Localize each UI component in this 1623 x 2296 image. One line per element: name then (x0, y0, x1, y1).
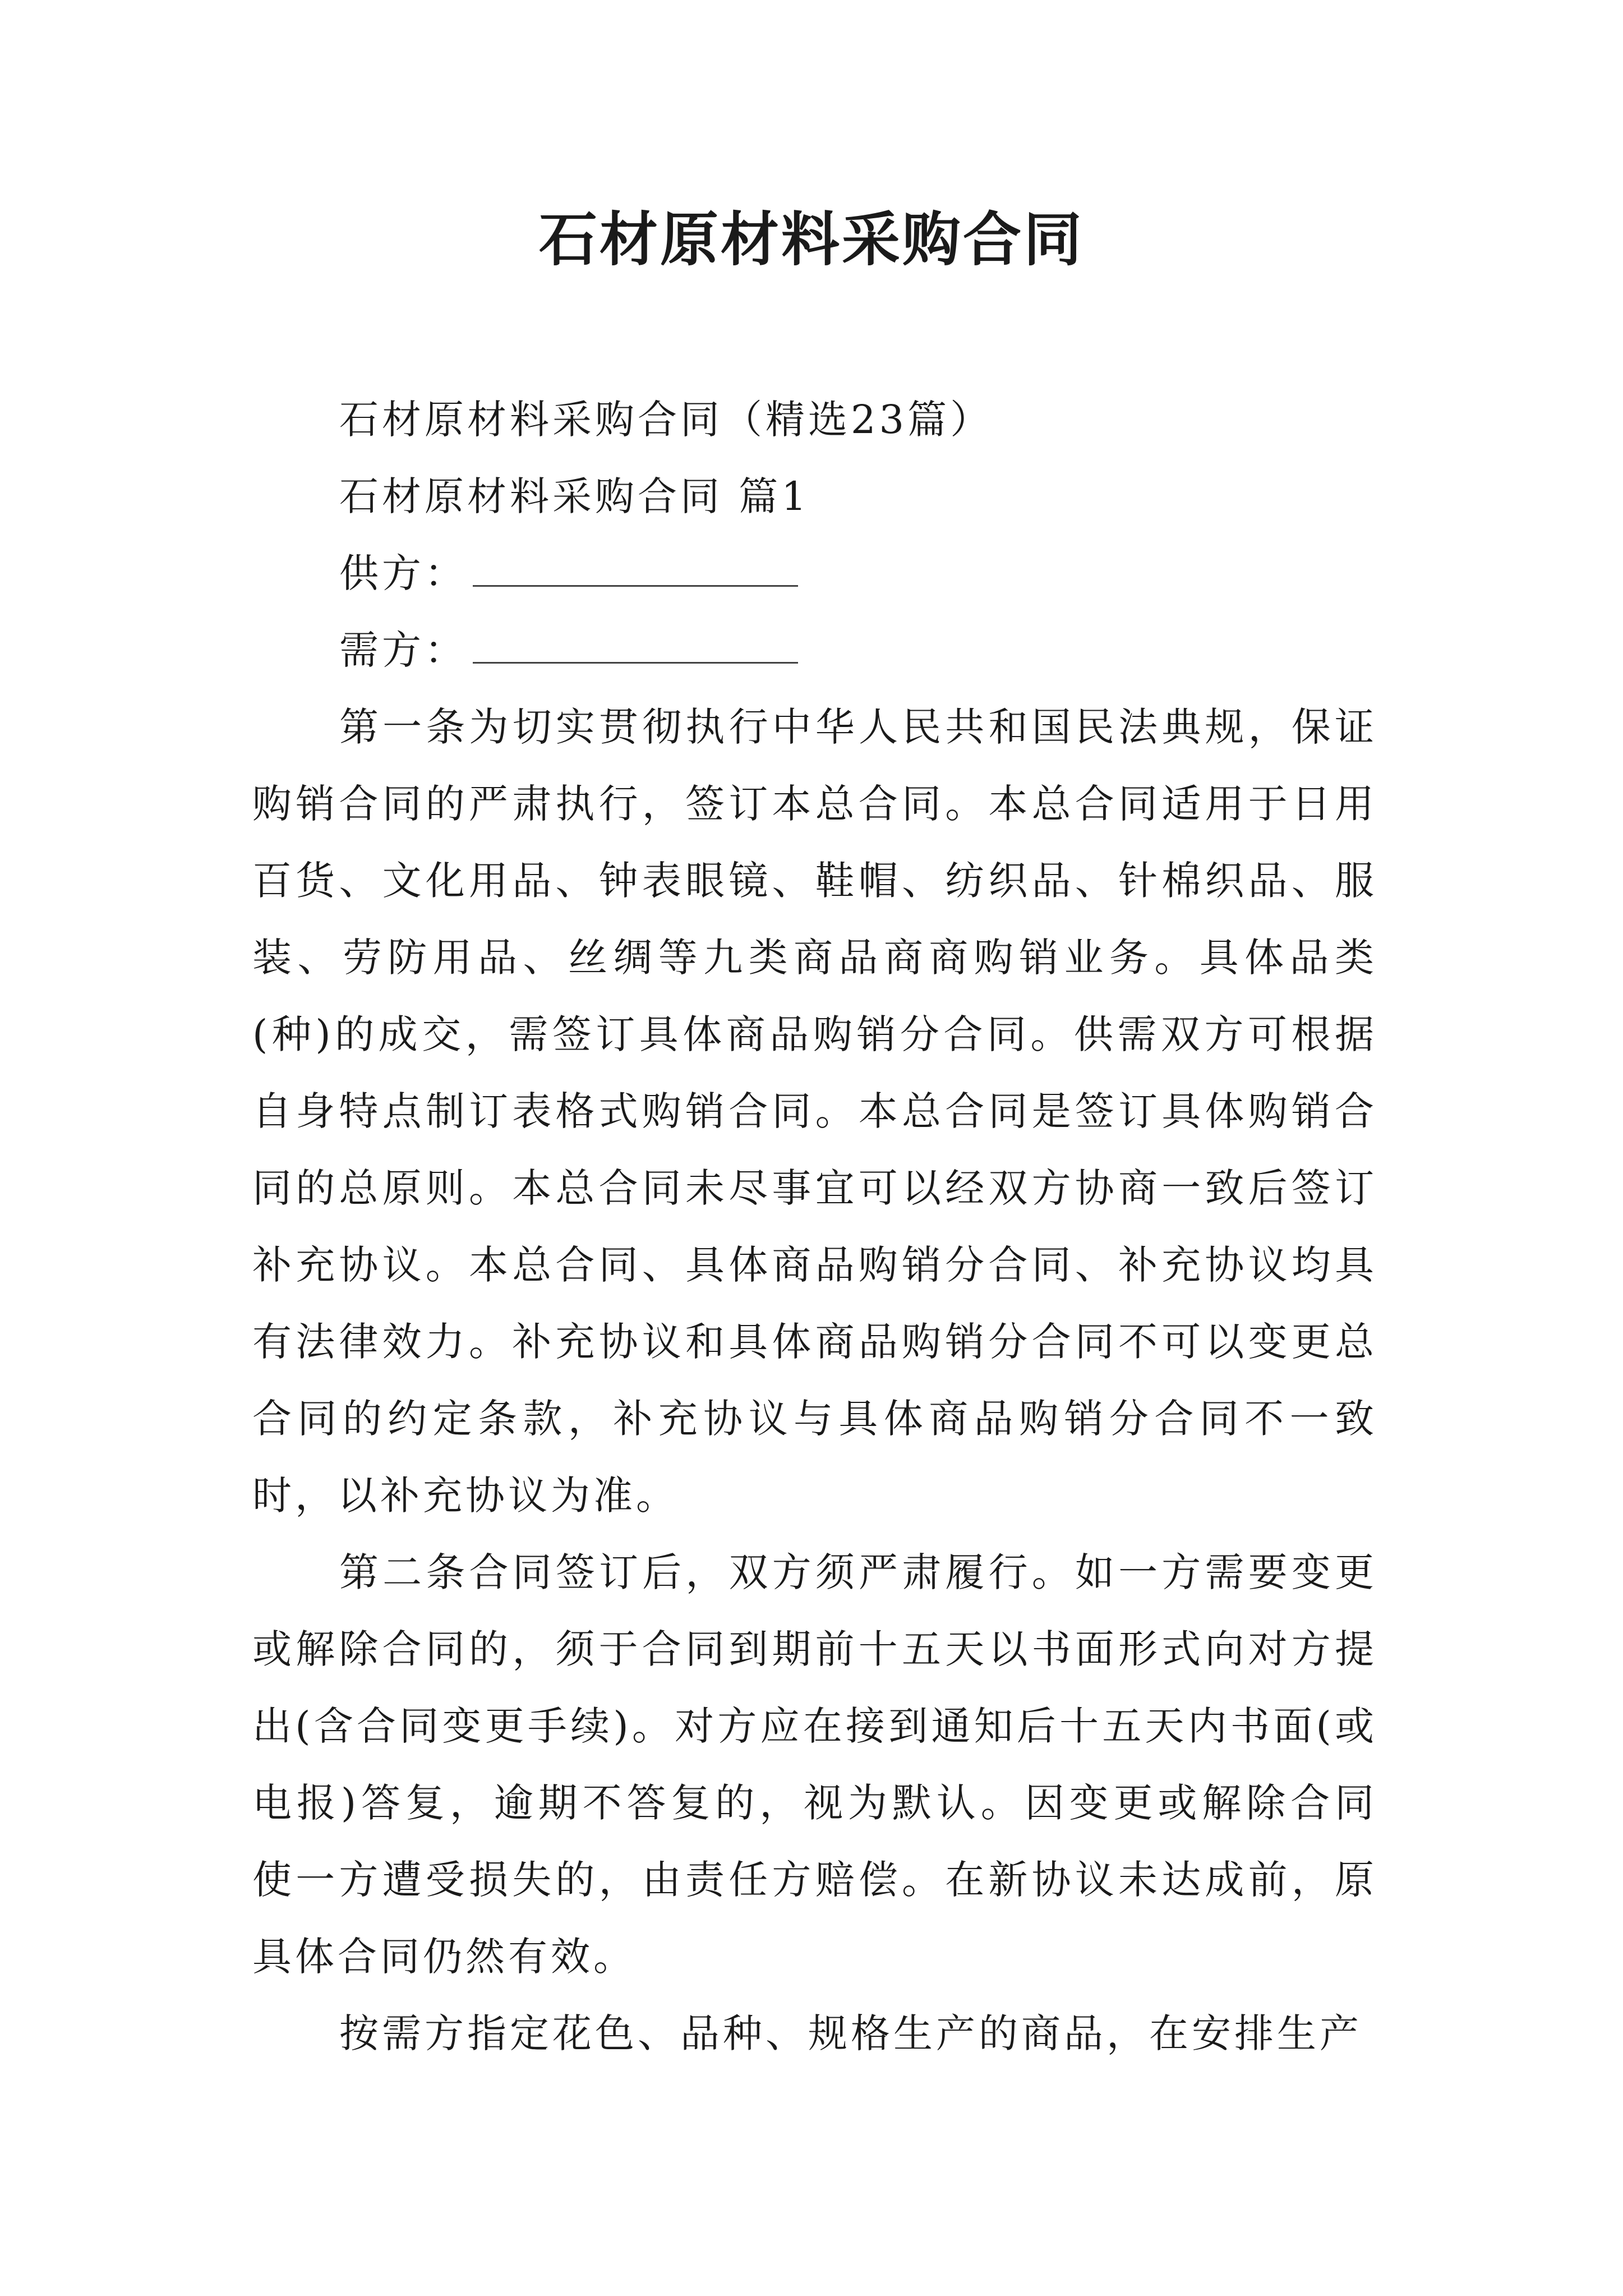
section-heading: 石材原材料采购合同 篇1 (339, 473, 810, 519)
supplier-field-row (252, 535, 1377, 612)
buyer-label: 需方： (339, 627, 467, 673)
article-1-paragraph: 第一条为切实贯彻执行中华人民共和国民法典规，保证购销合同的严肃执行，签订本总合同。本总合同适用于日用百货、文化用品、钟表眼镜、鞋帽、纺织品、针棉织品、服装、劳防用品、丝绸等九类商品商商购销业务。具体品类(种)的成交，需签订具体商品购销分合同。供需双方可根据自身特点制订表格式购销合同。本总合同是签订具体购销合同的总原则。本总合同未尽事宜可以经双方协商一致后签订补充协议。本总合同、具体商品购销分合同、补充协议均具有法律效力。补充协议和具体商品购销分合同不可以变更总合同的约定条款，补充协议与具体商品购销分合同不一致时，以补充协议为准。 (252, 704, 1377, 1519)
buyer-blank-line (473, 628, 798, 664)
article-2-paragraph: 第二条合同签订后，双方须严肃履行。如一方需要变更或解除合同的，须于合同到期前十五天以书面形式向对方提出(含合同变更手续)。对方应在接到通知后十五天内书面(或电报)答复，逾期不答复的，视为默认。因变更或解除合同使一方遭受损失的，由责任方赔偿。在新协议未达成前，原具体合同仍然有效。 (252, 1549, 1377, 1980)
article-3-paragraph: 按需方指定花色、品种、规格生产的商品，在安排生产 (339, 2010, 1362, 2056)
document-title: 石材原材料采购合同 (538, 205, 1084, 274)
document-subtitle: 石材原材料采购合同（精选23篇） (339, 397, 993, 443)
document-body (252, 381, 1377, 2072)
supplier-blank-line (473, 551, 798, 587)
buyer-field-row (252, 612, 1377, 689)
supplier-label: 供方： (339, 550, 467, 596)
